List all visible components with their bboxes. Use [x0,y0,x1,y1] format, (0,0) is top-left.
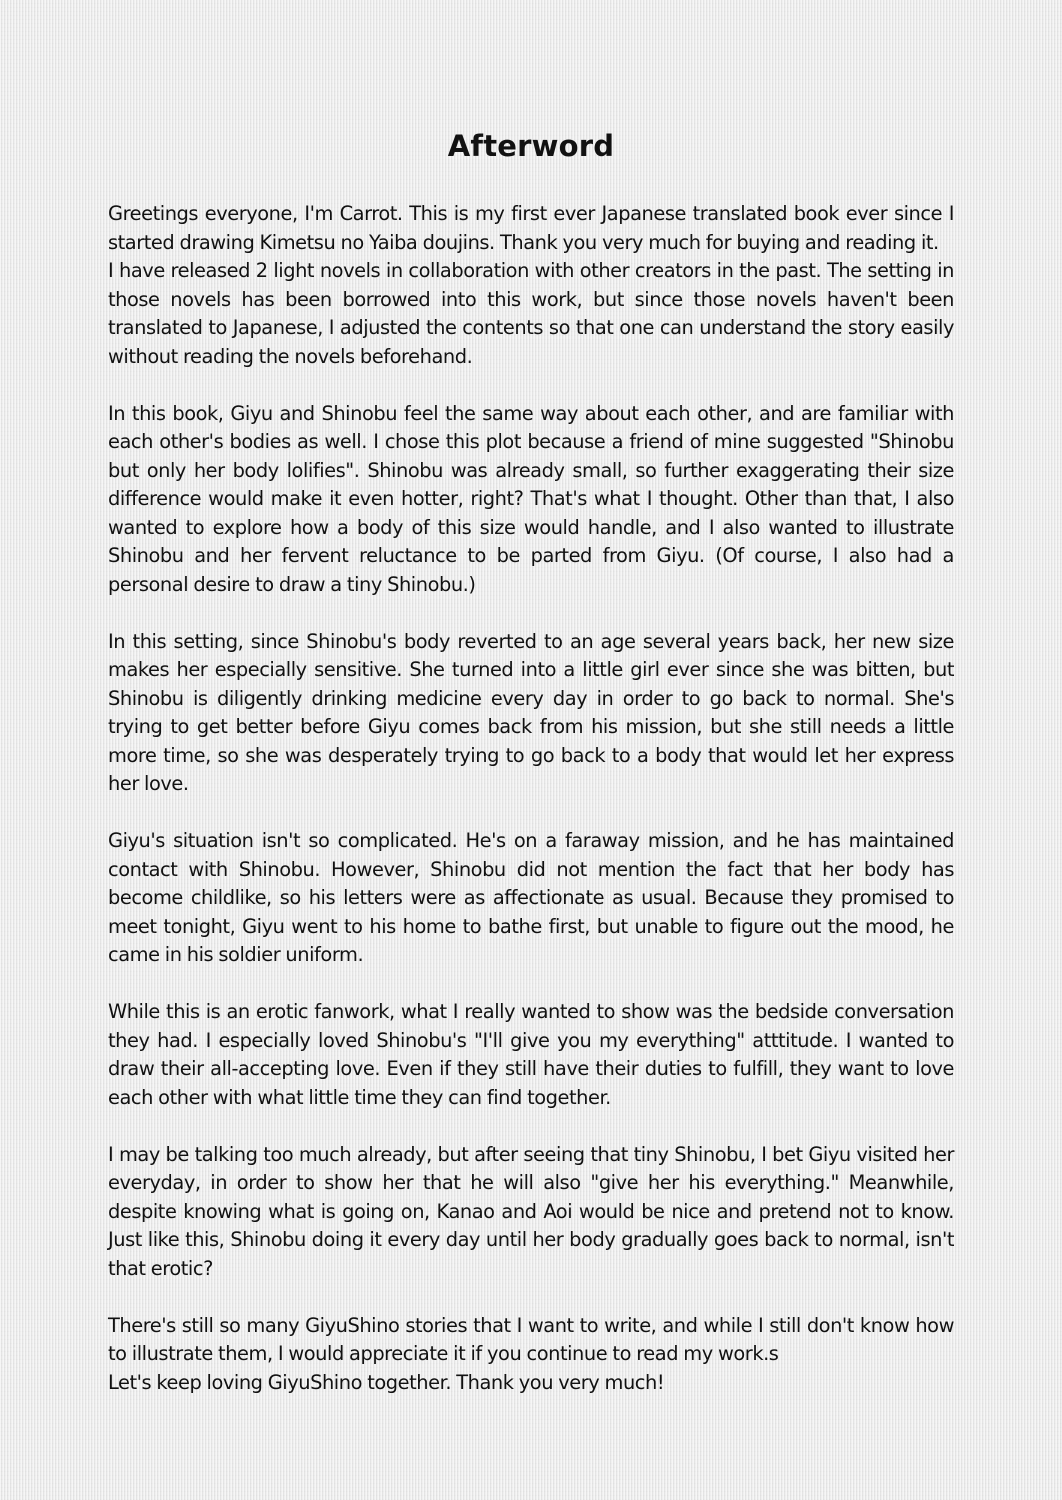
paragraph-6 [108,1141,954,1284]
paragraph-2-line-1: In this book, Giyu and Shinobu feel the same way about each other, and are familiar with each other's bodies as well. I chose this plot because a friend of mine suggested "Shinobu but only her body lolifies". Shinobu was already small, so further exaggerating their size difference would make it even hotter, right? That's what I thought. Other than that, I also wanted to explore how a body of this size would handle, and I also wanted to illustrate Shinobu and her fervent reluctance to be parted from Giyu. (Of course, I also had a personal desire to draw a tiny Shinobu.) [108,401,954,596]
paragraph-3-line-1: In this setting, since Shinobu's body reverted to an age several years back, her new size makes her especially sensitive. She turned into a little girl ever since she was bitten, but Shinobu is diligently drinking medicine every day in order to go back to normal. She's trying to get better before Giyu comes back from his mission, but she still needs a little more time, so she was desperately trying to go back to a body that would let her express her love. [108,629,954,795]
paragraph-7-line-2: Let's keep loving GiyuShino together. Thank you very much! [108,1370,665,1394]
page-title: Afterword [447,129,615,163]
paragraph-2 [108,400,954,600]
paragraph-1 [108,200,954,371]
paragraph-1-line-1: Greetings everyone, I'm Carrot. This is my first ever Japanese translated book ever since I started drawing Kimetsu no Yaiba doujins. Thank you very much for buying and reading it. [108,202,954,254]
paragraph-4-line-1: Giyu's situation isn't so complicated. He's on a faraway mission, and he has maintained contact with Shinobu. However, Shinobu did not mention the fact that her body has become childlike, so his letters were as affectionate as usual. Because they promised to meet tonight, Giyu went to his home to bathe first, but unable to figure out the mood, he came in his soldier uniform. [108,829,954,966]
paragraph-1-line-2: I have released 2 light novels in collaboration with other creators in the past. The setting in those novels has been borrowed into this work, but since those novels haven't been translated to Japanese, I adjusted the contents so that one can understand the story easily without reading the novels beforehand. [108,259,954,368]
afterword-body [108,200,954,1426]
paragraph-4 [108,827,954,970]
paragraph-5 [108,998,954,1112]
paragraph-6-line-1: I may be talking too much already, but after seeing that tiny Shinobu, I bet Giyu visited her everyday, in order to show her that he will also "give her his everything." Meanwhile, despite knowing what is going on, Kanao and Aoi would be nice and pretend not to know. Just like this, Shinobu doing it every day until her body gradually goes back to normal, isn't that erotic? [108,1142,954,1280]
paragraph-7-line-1: There's still so many GiyuShino stories that I want to write, and while I still don't know how to illustrate them, I would appreciate it if you continue to read my work.s [108,1313,954,1365]
paragraph-5-line-1: While this is an erotic fanwork, what I really wanted to show was the bedside conversation they had. I especially loved Shinobu's "I'll give you my everything" atttitude. I wanted to draw their all-accepting love. Even if they still have their duties to fulfill, they want to love each other with what little time they can find together. [108,1000,954,1109]
paragraph-7 [108,1312,954,1398]
paragraph-3 [108,628,954,799]
